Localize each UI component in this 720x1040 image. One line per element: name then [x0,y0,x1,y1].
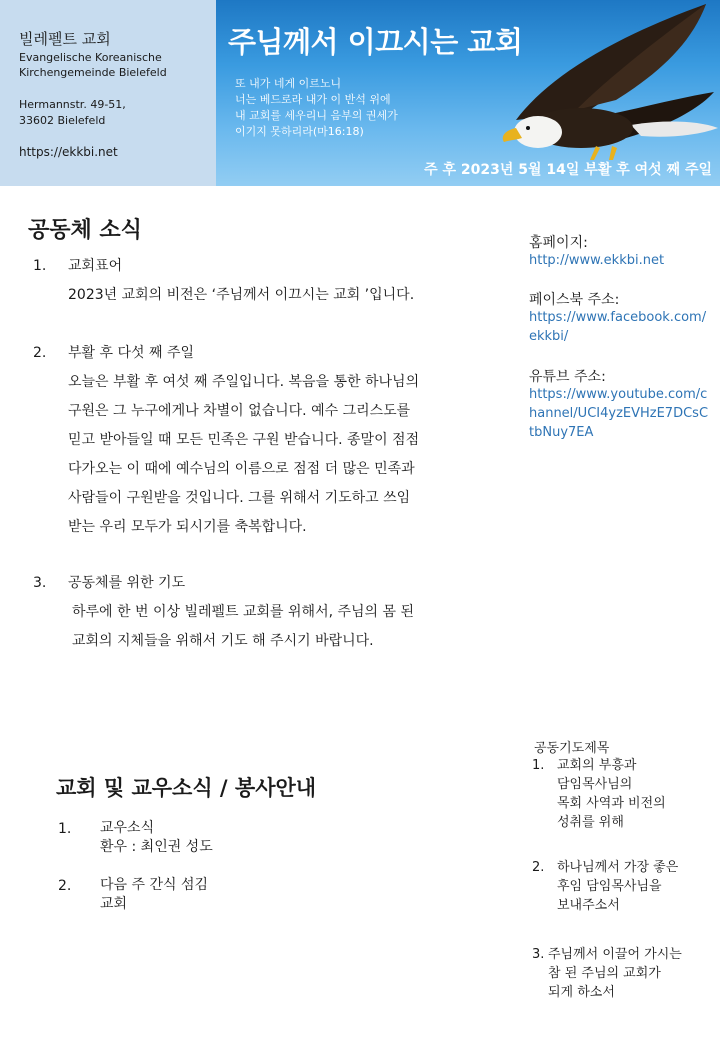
verse-line: 또 내가 네게 이르노니 [235,77,342,90]
community-news-heading: 공동체 소식 [28,218,142,243]
verse-line: 너는 베드로라 내가 이 반석 위에 [235,93,391,106]
youtube-label: 유튜브 주소: [529,369,606,385]
church-german-name: Evangelische Koreanische Kirchengemeinde Bielefeld [19,51,167,79]
news-detail: 교회 [100,896,128,912]
prayer-number: 1. [532,758,545,773]
prayer-line: 되게 하소서 [548,985,615,1000]
item-body-line: 하루에 한 번 이상 빌레펠트 교회를 위해서, 주님의 몸 된 [72,604,415,620]
item-title: 공동체를 위한 기도 [68,575,186,591]
address-line: 33602 Bielefeld [19,114,106,127]
item-body-line: 구원은 그 누구에게나 차별이 없습니다. 예수 그리스도를 [68,403,411,419]
prayer-line: 주님께서 이끌어 가시는 [548,947,682,962]
news-title: 교우소식 [100,820,155,836]
item-body-line: 2023년 교회의 비전은 ‘주님께서 이끄시는 교회 ’입니다. [68,287,415,303]
item-body-line: 받는 우리 모두가 되시기를 축복합니다. [68,519,307,535]
item-number: 1. [33,258,47,274]
news-detail: 환우 : 최인권 성도 [100,839,213,855]
prayer-line: 목회 사역과 비전의 [557,796,666,811]
homepage-link[interactable]: http://www.ekkbi.net [529,253,665,268]
address-line: Hermannstr. 49-51, [19,98,126,111]
youtube-link[interactable]: https://www.youtube.com/channel/UCI4yzEVHzE7DCsCtbNuy7EA [529,387,709,440]
prayer-line: 성취를 위해 [557,815,624,830]
church-address [19,97,126,129]
banner-title: 주님께서 이끄시는 교회 [228,25,523,59]
item-title: 교회표어 [68,258,123,274]
news-title: 다음 주 간식 섬김 [100,877,209,893]
prayer-line: 하나님께서 가장 좋은 [557,860,679,875]
church-website-link[interactable]: https://ekkbi.net [19,145,118,159]
item-body-line: 다가오는 이 때에 예수님의 이름으로 점점 더 많은 민족과 [68,461,415,477]
prayer-line: 보내주소서 [557,898,620,913]
item-body-line: 믿고 받아들일 때 모든 민족은 구원 받습니다. 종말이 점점 [68,432,420,448]
facebook-link[interactable]: https://www.facebook.com/ekkbi/ [529,310,707,344]
item-body-line: 사람들이 구원받을 것입니다. 그를 위해서 기도하고 쓰임 [68,490,411,506]
verse-line: 내 교회를 세우리니 음부의 권세가 [235,109,398,122]
prayer-number: 3. [532,947,545,962]
facebook-label: 페이스북 주소: [529,292,620,308]
prayer-requests-heading: 공동기도제목 [534,741,610,756]
item-title: 부활 후 다섯 째 주일 [68,345,194,361]
item-body-line: 오늘은 부활 후 여섯 째 주일입니다. 복음을 통한 하나님의 [68,374,420,390]
prayer-line: 후임 담임목사님을 [557,879,662,894]
item-body-line: 교회의 지체들을 위해서 기도 해 주시기 바랍니다. [72,633,374,649]
homepage-label: 홈페이지: [529,235,588,251]
prayer-line: 참 된 주님의 교회가 [548,966,661,981]
church-news-heading: 교회 및 교우소식 / 봉사안내 [56,776,317,800]
news-number: 1. [58,821,72,837]
church-info-panel [0,0,216,186]
church-name: 빌레펠트 교회 [19,30,111,48]
item-number: 2. [33,345,47,361]
news-number: 2. [58,878,72,894]
prayer-number: 2. [532,860,545,875]
verse-line: 이기지 못하리라(마16:18) [235,125,364,138]
prayer-line: 교회의 부흥과 [557,758,637,773]
item-number: 3. [33,575,47,591]
service-date: 주 후 2023년 5월 14일 부활 후 여섯 째 주일 [424,162,712,178]
prayer-line: 담임목사님의 [557,777,633,792]
header-banner [216,0,720,186]
banner-verse [235,76,398,140]
